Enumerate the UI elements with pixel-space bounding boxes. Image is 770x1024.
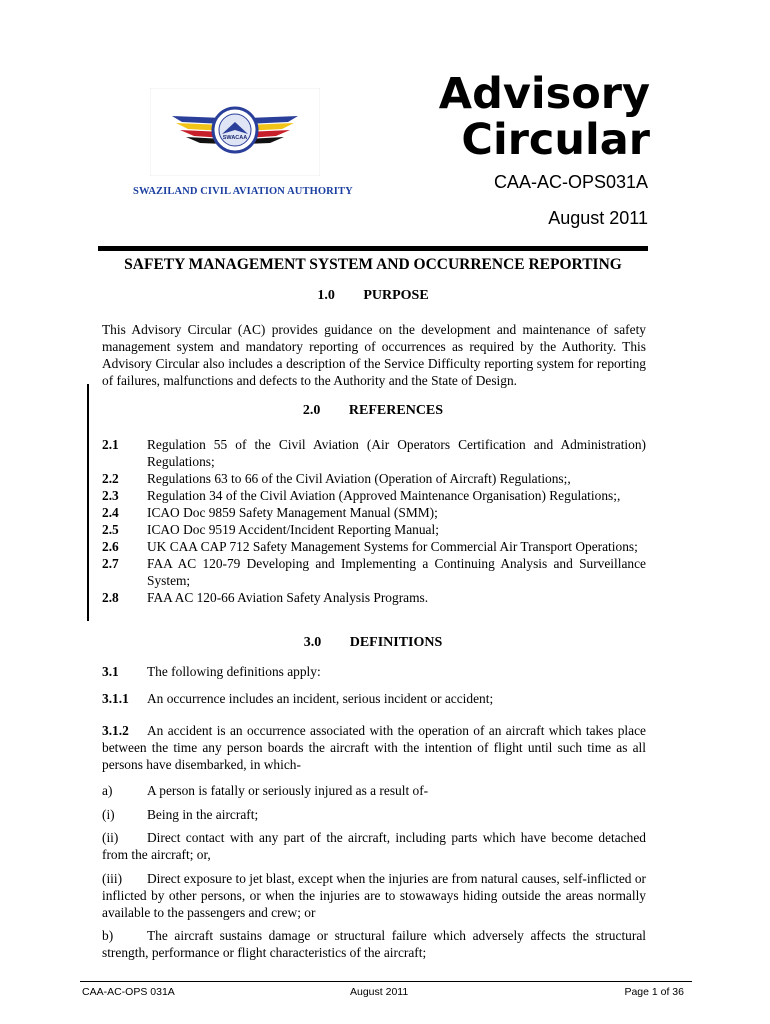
clause-iii: (iii) Direct exposure to jet blast, except when the injuries are from natural causes, self-inflicted or inflicted by other persons, or when the injuries are to stowaways hiding outside the areas normally available to the passengers and crew; or (102, 871, 646, 920)
title-advisory: Advisory (438, 69, 650, 119)
revision-change-bar (87, 384, 89, 621)
section-heading-references (98, 403, 648, 419)
clause-i: (i) Being in the aircraft; (102, 807, 259, 822)
swacaa-logo (150, 88, 320, 176)
list-item: 2.6 UK CAA CAP 712 Safety Management Systems for Commercial Air Transport Operations; (102, 539, 638, 554)
definition-3-1-1: 3.1.1 An occurrence includes an incident, serious incident or accident; (102, 691, 494, 706)
definition-3-1-2: 3.1.2 An accident is an occurrence associated with the operation of an aircraft which takes place between the time any person boards the aircraft with the intention of flight until such time as all persons have disembarked, in which- (102, 723, 646, 772)
references-list (102, 436, 646, 606)
section-heading-purpose (98, 288, 648, 304)
list-item: 2.7 FAA AC 120-79 Developing and Implementing a Continuing Analysis and Surveillance System; (102, 556, 646, 588)
page-number: Page 1 of 36 (624, 986, 684, 998)
list-item: 2.1 Regulation 55 of the Civil Aviation (Air Operators Certification and Administration) Regulations; (102, 437, 646, 469)
list-item: 2.8 FAA AC 120-66 Aviation Safety Analysis Programs. (102, 590, 429, 605)
title-circular: Circular (461, 115, 650, 165)
header-rule (98, 246, 648, 251)
footer-reference: CAA-AC-OPS 031A (82, 986, 175, 998)
clause-ii: (ii) Direct contact with any part of the aircraft, including parts which have become detached from the aircraft; or, (102, 830, 646, 862)
list-item: 2.4 ICAO Doc 9859 Safety Management Manual (SMM); (102, 505, 438, 520)
footer-rule (80, 981, 692, 982)
list-item: 2.5 ICAO Doc 9519 Accident/Incident Reporting Manual; (102, 522, 439, 537)
section-number: 3.0 (303, 635, 322, 650)
section-heading-definitions (98, 635, 648, 651)
section-title: REFERENCES (348, 403, 444, 418)
document-reference: CAA-AC-OPS031A (493, 172, 648, 192)
section-number: 1.0 (317, 288, 335, 303)
list-item: 2.2 Regulations 63 to 66 of the Civil Aviation (Operation of Aircraft) Regulations;, (102, 471, 571, 486)
clause-a: a) A person is fatally or seriously injured as a result of- (102, 783, 429, 798)
clause-b: b) The aircraft sustains damage or structural failure which adversely affects the structural strength, performance or flight characteristics of the aircraft; (102, 928, 646, 960)
definition-3-1: 3.1 The following definitions apply: (102, 664, 321, 679)
purpose-paragraph: This Advisory Circular (AC) provides guidance on the development and maintenance of safety management system and mandatory reporting of occurrences as required by the Authority. This Advisory Circular also includes a description of the Service Difficulty reporting system for reporting of failures, malfunctions and defects to the Authority and the State of Design. (102, 322, 646, 388)
logo-text: SWACAA (222, 135, 248, 141)
org-name: SWAZILAND CIVIL AVIATION AUTHORITY (133, 186, 353, 197)
section-title: PURPOSE (363, 288, 429, 303)
document-date: August 2011 (548, 208, 648, 228)
section-number: 2.0 (302, 403, 321, 418)
section-title: DEFINITIONS (349, 635, 443, 650)
document-title: SAFETY MANAGEMENT SYSTEM AND OCCURRENCE REPORTING (124, 256, 622, 273)
footer-date: August 2011 (350, 986, 409, 998)
list-item: 2.3 Regulation 34 of the Civil Aviation (Approved Maintenance Organisation) Regulations;, (102, 488, 621, 503)
